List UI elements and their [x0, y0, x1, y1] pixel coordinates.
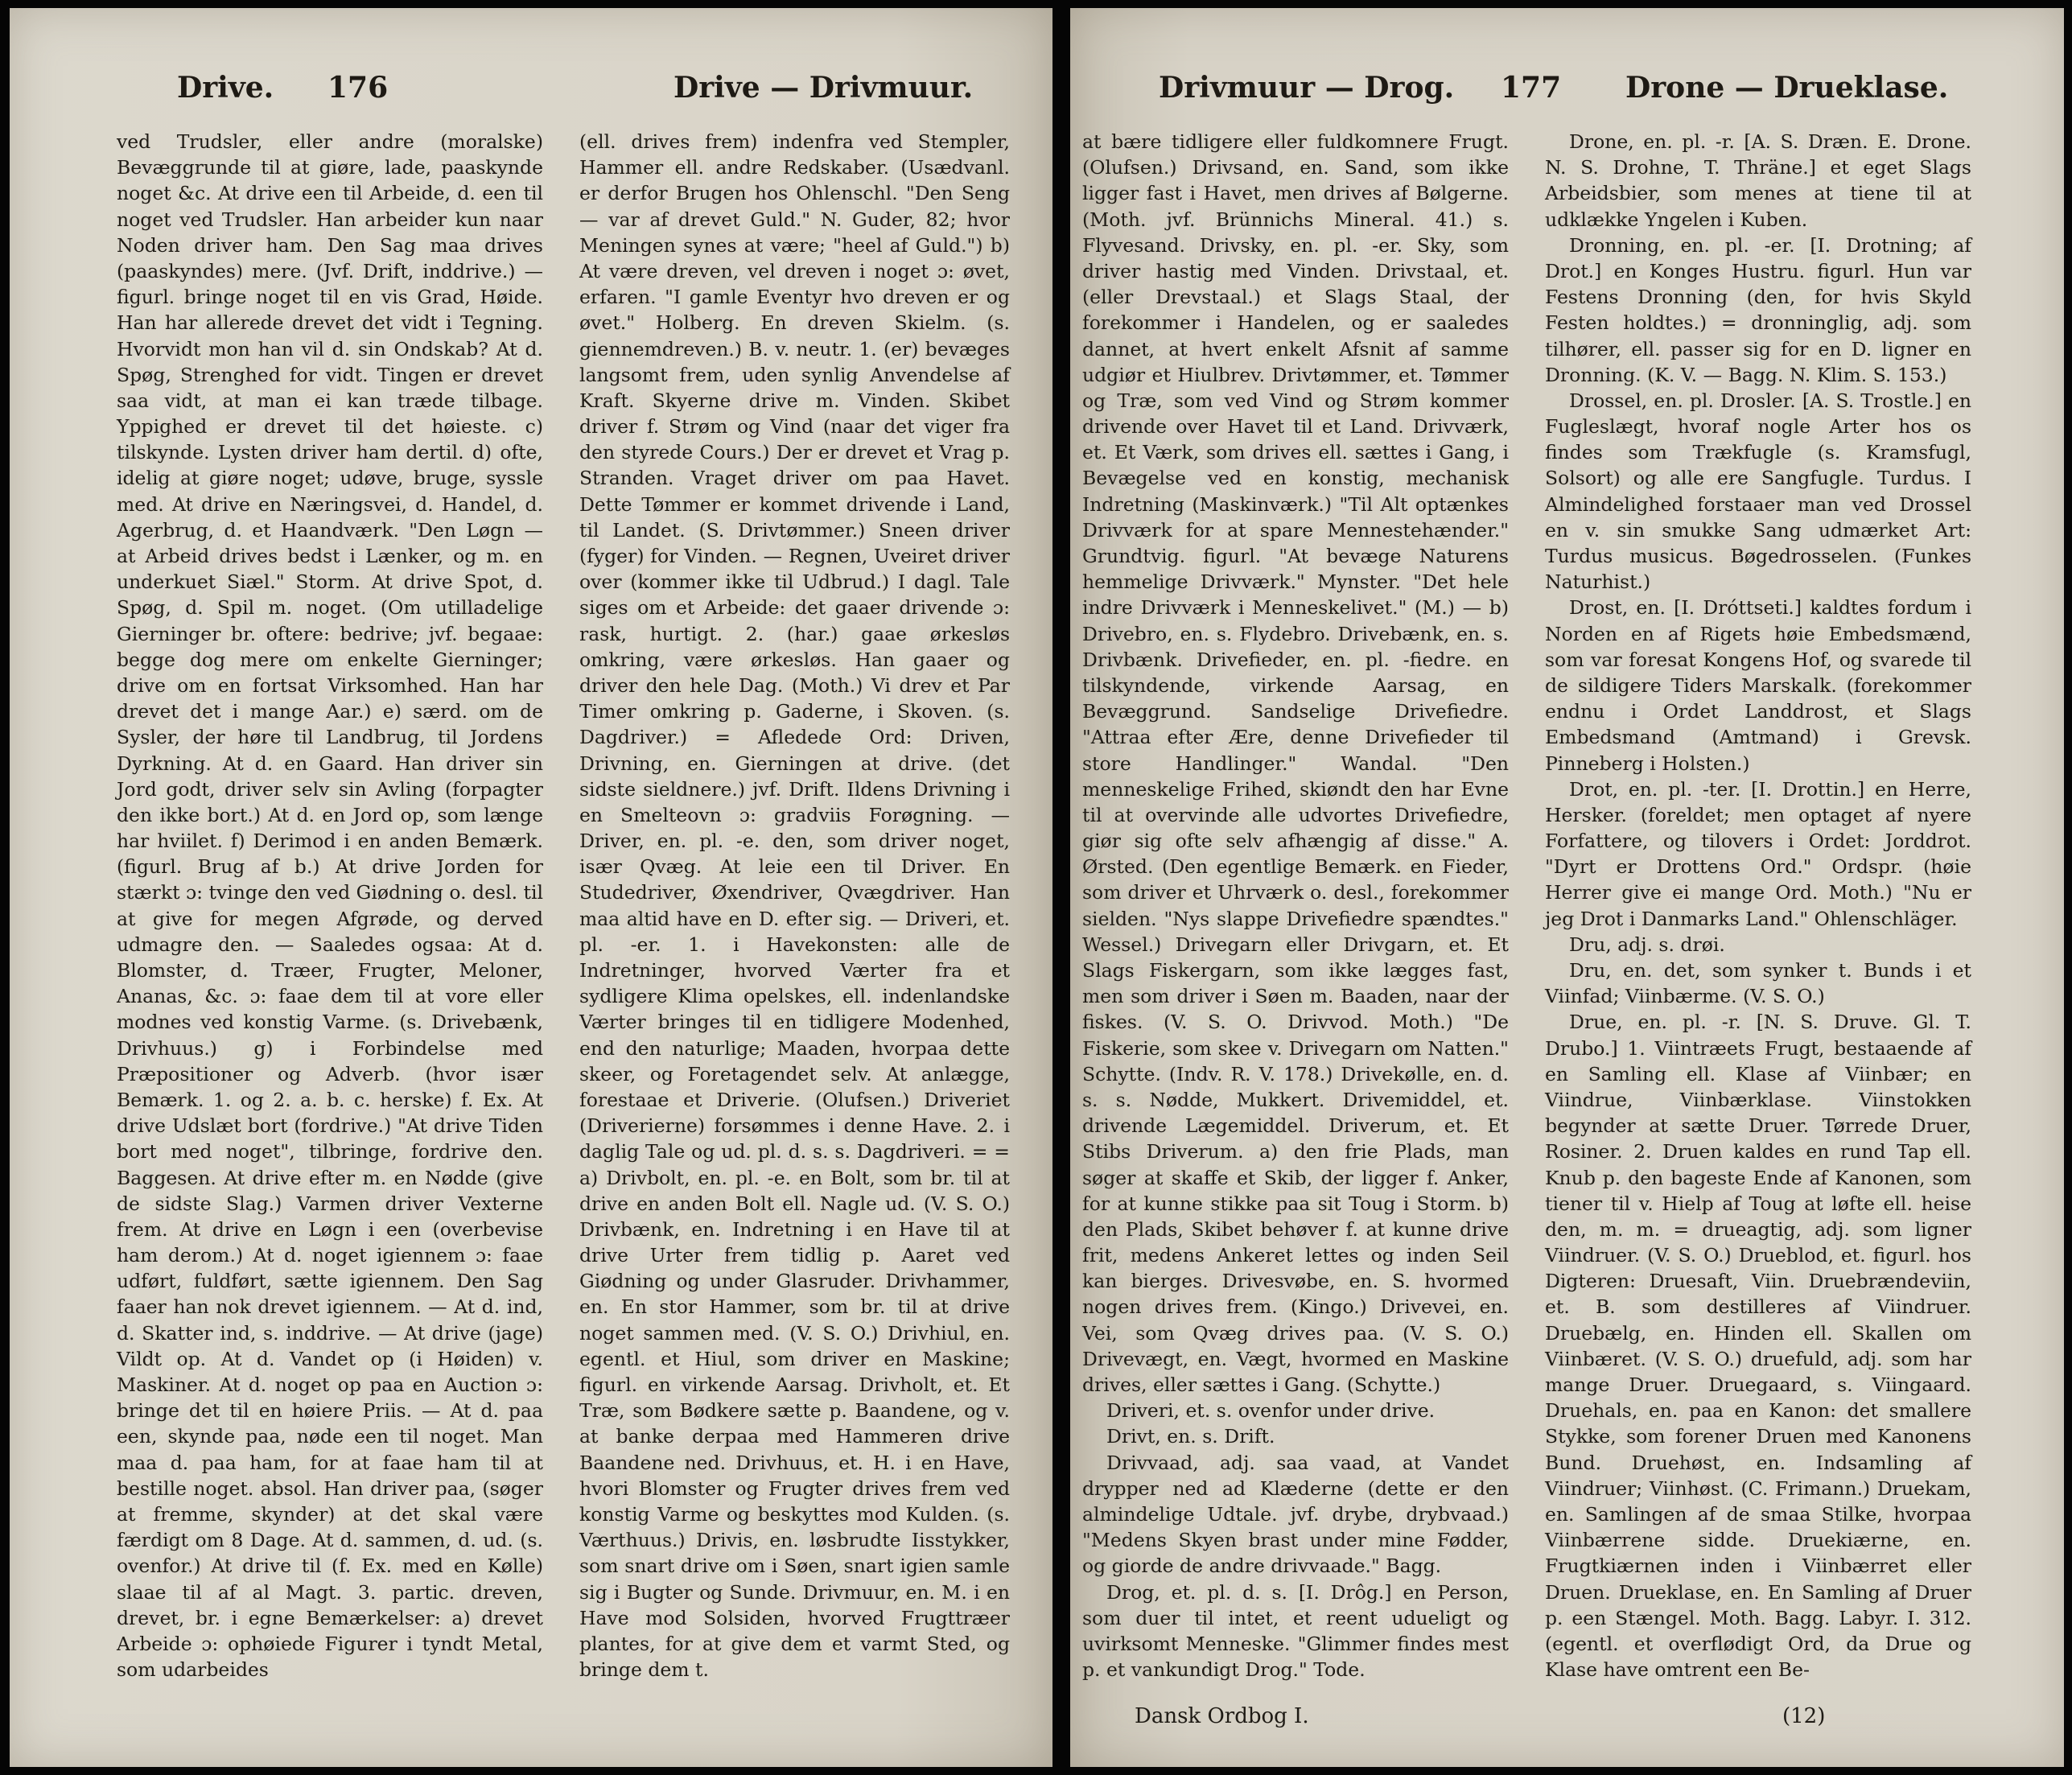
right-column-1 [1082, 129, 1509, 1682]
entry-text: Drone, en. pl. -r. [A. S. Dræn. E. Drone. N. S. Drohne, T. Thräne.] et eget Slags Arbeidsbier, som menes at tiene til at udklække Yngelen i Kuben. [1545, 130, 1971, 231]
left-header-range: Drive — Drivmuur. [674, 71, 974, 105]
left-page-number: 176 [327, 71, 389, 105]
entry-text: (ell. drives frem) indenfra ved Stempler, Hammer ell. andre Redskaber. (Usædvanl. er derfor Brugen hos Ohlenschl. "Den Seng — var af drevet Guld." N. Guder, 82; hvor Meningen synes at være; "heel af Guld.") b) At være dreven, vel dreven i noget ɔ: øvet, erfaren. "I gamle Eventyr hvo dreven er og øvet." Holberg. En dreven Skielm. (s. giennemdreven.) B. v. neutr. 1. (er) bevæges langsomt frem, uden synlig Anvendelse af Kraft. Skyerne drive m. Vinden. Skibet driver f. Strøm og Vind (naar det viger fra den styrede Cours.) Der er drevet et Vrag p. Stranden. Vraget driver om paa Havet. Dette Tømmer er kommet drivende i Land, til Landet. (S. Drivtømmer.) Sneen driver (fyger) for Vinden. — Regnen, Uveiret driver over (kommer ikke til Udbrud.) I dagl. Tale siges om et Arbeide: det gaaer drivende ɔ: rask, hurtigt. 2. (har.) gaae ørkesløs omkring, være ørkesløs. Han gaaer og driver den hele Dag. (Moth.) Vi drev et Par Timer omkring p. Gaderne, i Skoven. (s. Dagdriver.) = Afledede Ord: Driven, Drivning, en. Gierningen at drive. (det sidste sieldnere.) jvf. Drift. Ildens Drivning i en Smelteovn ɔ: gradviis Forøgning. — Driver, en. pl. -e. den, som driver noget, især Qvæg. At leie een til Driver. En Studedriver, Øxendriver, Qvægdriver. Han maa altid have en D. efter sig. — Driveri, et. pl. -er. 1. i Havekonsten: alle de Indretninger, hvorved Værter fra et sydligere Klima opelskes, ell. indenlandske Værter bringes til en tidligere Modenhed, end den naturlige; Maaden, hvorpaa dette skeer, og Foretagendet selv. At anlægge, forestaae et Driverie. (Olufsen.) Driveriet (Driverierne) forsømmes i denne Have. 2. i daglig Tale og ud. pl. d. s. s. Dagdriveri. = = a) Drivbolt, en. pl. -e. en Bolt, som br. til at drive en anden Bolt ell. Nagle ud. (V. S. O.) Drivbænk, en. Indretning i en Have til at drive Urter frem tidlig p. Aaret ved Giødning og under Glasruder. Drivhammer, en. En stor Hammer, som br. til at drive noget sammen med. (V. S. O.) Drivhiul, en. egentl. et Hiul, som driver en Maskine; figurl. en virkende Aarsag. Drivholt, et. Et Træ, som Bødkere sætte p. Baandene, og v. at banke derpaa med Hammeren drive Baandene ned. Drivhuus, et. H. i en Have, hvori Blomster og Frugter drives frem ved konstig Varme og beskyttes mod Kulden. (s. Værthuus.) Drivis, en. løsbrudte Iisstykker, som snart drive om i Søen, snart igien samle sig i Bugter og Sunde. Drivmuur, en. M. i en Have mod Solsiden, hvorved Frugttræer plantes, for at give dem et varmt Sted, og bringe dem t. [579, 130, 1010, 1682]
entry-text: Drost, en. [I. Dróttseti.] kaldtes fordum i Norden en af Rigets høie Embedsmænd, som var foresat Kongens Hof, og svarede til de sildigere Tiders Marskalk. (forekommer endnu i Ordet Landdrost, et Slags Embedsmand (Amtmand) i Grevsk. Pinneberg i Holsten.) [1545, 596, 1971, 775]
right-page-number: 177 [1501, 71, 1562, 105]
entry-text: Driveri, et. s. ovenfor under drive. [1106, 1399, 1436, 1423]
entry-text: Dronning, en. pl. -er. [I. Drotning; af Drot.] en Konges Hustru. figurl. Hun var Festens Dronning (den, for hvis Skyld Festen holdtes.) = dronninglig, adj. som tilhører, ell. passer sig for en D. ligner en Dronning. (K. V. — Bagg. N. Klim. S. 153.) [1545, 233, 1971, 386]
entry-text: Drog, et. pl. d. s. [I. Drôg.] en Person, som duer til intet, et reent udueligt og uvirksomt Menneske. "Glimmer findes mest p. et vankundigt Drog." Tode. [1082, 1580, 1509, 1682]
left-page-header [10, 71, 1052, 119]
left-header-guideword: Drive. [177, 71, 274, 105]
left-column-2 [579, 129, 1010, 1682]
entry-text: Dru, en. det, som synker t. Bunds i et Viinfad; Viinbærme. (V. S. O.) [1545, 959, 1971, 1008]
left-column-1 [117, 129, 543, 1682]
right-page-header [1070, 71, 2064, 119]
entry-text: Drossel, en. pl. Drosler. [A. S. Trostle.] en Fugleslægt, hvoraf nogle Arter hos os findes som Trækfugle (s. Kramsfugl, Solsort) og alle ere Sangfugle. Turdus. I Almindelighed forstaaer man ved Drossel en v. sin smukke Sang udmærket Art: Turdus musicus. Bøgedrosselen. (Funkes Naturhist.) [1545, 389, 1971, 594]
footer-sheet-number: (12) [1782, 1704, 1826, 1728]
right-column-2 [1545, 129, 1971, 1682]
footer-signature: Dansk Ordbog I. [1135, 1704, 1309, 1728]
entry-text: ved Trudsler, eller andre (moralske) Bevæggrunde til at giøre, lade, paaskynde noget &c. At drive een til Arbeide, d. een til noget ved Trudsler. Han arbeider kun naar Noden driver ham. Den Sag maa drives (paaskyndes) mere. (Jvf. Drift, inddrive.) — figurl. bringe noget til en vis Grad, Høide. Han har allerede drevet det vidt i Tegning. Hvorvidt mon han vil d. sin Ondskab? At d. Spøg, Strenghed for vidt. Tingen er drevet saa vidt, at man ei kan træde tilbage. Yppighed er drevet til det høieste. c) tilskynde. Lysten driver ham dertil. d) ofte, idelig at giøre noget; udøve, bruge, syssle med. At drive en Næringsvei, d. Handel, d. Agerbrug, d. et Haandværk. "Den Løgn — at Arbeid drives bedst i Lænker, og m. en underkuet Siæl." Storm. At drive Spot, d. Spøg, d. Spil m. noget. (Om utilladelige Gierninger br. oftere: bedrive; jvf. begaae: begge dog mere om enkelte Gierninger; drive om en fortsat Virksomhed. Han har drevet det i mange Aar.) e) særd. om de Sysler, der høre til Landbrug, til Jordens Dyrkning. At d. en Gaard. Han driver sin Jord godt, driver selv sin Avling (forpagter den ikke bort.) At d. en Jord op, som længe har hviilet. f) Derimod i en anden Bemærk. (figurl. Brug af b.) At drive Jorden for stærkt ɔ: tvinge den ved Giødning o. desl. til at give for megen Afgrøde, og derved udmagre den. — Saaledes ogsaa: At d. Blomster, d. Træer, Frugter, Meloner, Ananas, &c. ɔ: faae dem til at vore eller modnes ved konstig Varme. (s. Drivebænk, Drivhuus.) g) i Forbindelse med Præpositioner og Adverb. (hvor især Bemærk. 1. og 2. a. b. c. herske) f. Ex. At drive Udslæt bort (fordrive.) "At drive Tiden bort med noget", tilbringe, fordrive den. Baggesen. At drive efter m. en Nødde (give de sidste Slag.) Varmen driver Vexterne frem. At drive en Løgn i een (overbevise ham derom.) At d. noget igiennem ɔ: faae udført, fuldført, sætte igiennem. Den Sag faaer han nok drevet igiennem. — At d. ind, d. Skatter ind, s. inddrive. — At drive (jage) Vildt op. At d. Vandet op (i Høiden) v. Maskiner. At d. noget op paa en Auction ɔ: bringe det til en høiere Priis. — At d. paa een, skynde paa, nøde een til noget. Man maa d. paa ham, for at faae ham til at bestille noget. absol. Han driver paa, (søger at fremme, skynder) at det skal være færdigt om 8 Dage. At d. sammen, d. ud. (s. ovenfor.) At drive til (f. Ex. med en Kølle) slaae til af al Magt. 3. partic. dreven, drevet, br. i egne Bemærkelser: a) drevet Arbeide ɔ: ophøiede Figurer i tyndt Metal, som udarbeides [117, 130, 543, 1682]
right-header-range: Drivmuur — Drog. [1159, 71, 1455, 105]
entry-text: at bære tidligere eller fuldkomnere Frugt. (Olufsen.) Drivsand, en. Sand, som ikke ligger fast i Havet, men drives af Bølgerne. (Moth. jvf. Brünnichs Mineral. 41.) s. Flyvesand. Drivsky, en. pl. -er. Sky, som driver hastig med Vinden. Drivstaal, et. (eller Drevstaal.) et Slags Staal, der forekommer i Handelen, og er saaledes dannet, at hvert enkelt Afsnit af samme udgiør et Hiulbrev. Drivtømmer, et. Tømmer og Træ, som ved Vind og Strøm kommer drivende over Havet til et Land. Drivværk, et. Et Værk, som drives ell. sættes i Gang, i Bevægelse ved en konstig, mechanisk Indretning (Maskinværk.) "Til Alt optænkes Drivværk for at spare Mennestehænder." Grundtvig. figurl. "At bevæge Naturens hemmelige Drivværk." Mynster. "Det hele indre Drivværk i Menneskelivet." (M.) — b) Drivebro, en. s. Flydebro. Drivebænk, en. s. Drivbænk. Drivefieder, en. pl. -fiedre. en tilskyndende, virkende Aarsag, en Bevæggrund. Sandselige Drivefiedre. "Attraa efter Ære, denne Drivefieder til store Handlinger." Wandal. "Den menneskelige Frihed, skiøndt den har Evne til at overvinde alle udvortes Drivefiedre, giør sig ofte selv afhængig af disse." A. Ørsted. (Den egentlige Bemærk. en Fieder, som driver et Uhrværk o. desl., forekommer sielden. "Nys slappe Drivefiedre spændtes." Wessel.) Drivegarn eller Drivgarn, et. Et Slags Fiskergarn, som ikke lægges fast, men som driver i Søen m. Baaden, naar der fiskes. (V. S. O. Drivvod. Moth.) "De Fiskerie, som skee v. Drivegarn om Natten." Schytte. (Indv. R. V. 178.) Drivekølle, en. d. s. s. Nødde, Mukkert. Drivemiddel, et. drivende Lægemiddel. Driverum, et. Et Stibs Driverum. a) den frie Plads, man søger at skaffe et Skib, der ligger f. Anker, for at kunne stikke paa sit Toug i Storm. b) den Plads, Skibet behøver f. at kunne drive frit, medens Ankeret lettes og inden Seil kan bierges. Drivesvøbe, en. S. hvormed nogen drives frem. (Kingo.) Drivevei, en. Vei, som Qvæg drives paa. (V. S. O.) Drivevægt, en. Vægt, hvormed en Maskine drives, eller sættes i Gang. (Schytte.) [1082, 130, 1509, 1396]
entry-text: Drivvaad, adj. saa vaad, at Vandet drypper ned ad Klæderne (dette er den almindelige Udtale. jvf. drybe, drybvaad.) "Medens Skyen brast under mine Fødder, og giorde de andre drivvaade." Bagg. [1082, 1451, 1509, 1578]
entry-text: Drivt, en. s. Drift. [1106, 1425, 1275, 1448]
entry-text: Drot, en. pl. -ter. [I. Drottin.] en Herre, Hersker. (foreldet; men optaget af nyere Forfattere, og tilovers i Ordet: Jorddrot. "Dyrt er Drottens Ord." Ordspr. (høie Herrer give ei mange Ord. Moth.) "Nu er jeg Drot i Danmarks Land." Ohlenschläger. [1545, 777, 1971, 930]
entry-text: Dru, adj. s. drøi. [1569, 933, 1725, 956]
right-header-guideword: Drone — Drueklase. [1625, 71, 1949, 105]
entry-text: Drue, en. pl. -r. [N. S. Druve. Gl. T. Drubo.] 1. Viintræets Frugt, bestaaende af en Samling ell. Klase af Viinbær; en Viindrue, Viinbærklase. Viinstokken begynder at sætte Druer. Tørrede Druer, Rosiner. 2. Druen kaldes en rund Tap ell. Knub p. den bageste Ende af Kanonen, som tiener til v. Hielp af Toug at løfte ell. heise den, m. m. = drueagtig, adj. som ligner Viindruer. (V. S. O.) Drueblod, et. figurl. hos Digteren: Druesaft, Viin. Druebrændeviin, et. B. som destilleres af Viindruer. Druebælg, en. Hinden ell. Skallen om Viinbæret. (V. S. O.) druefuld, adj. som har mange Druer. Druegaard, s. Viingaard. Druehals, en. paa en Kanon: det smallere Stykke, som forener Druen med Kanonens Bund. Druehøst, en. Indsamling af Viindruer; Viinhøst. (C. Frimann.) Druekam, en. Samlingen af de smaa Stilke, hvorpaa Viinbærrene sidde. Druekiærne, en. Frugtkiærnen inden i Viinbærret eller Druen. Drueklase, en. En Samling af Druer p. een Stængel. Moth. Bagg. Labyr. I. 312. (egentl. et overflødigt Ord, da Drue og Klase have omtrent een Be- [1545, 1011, 1971, 1682]
